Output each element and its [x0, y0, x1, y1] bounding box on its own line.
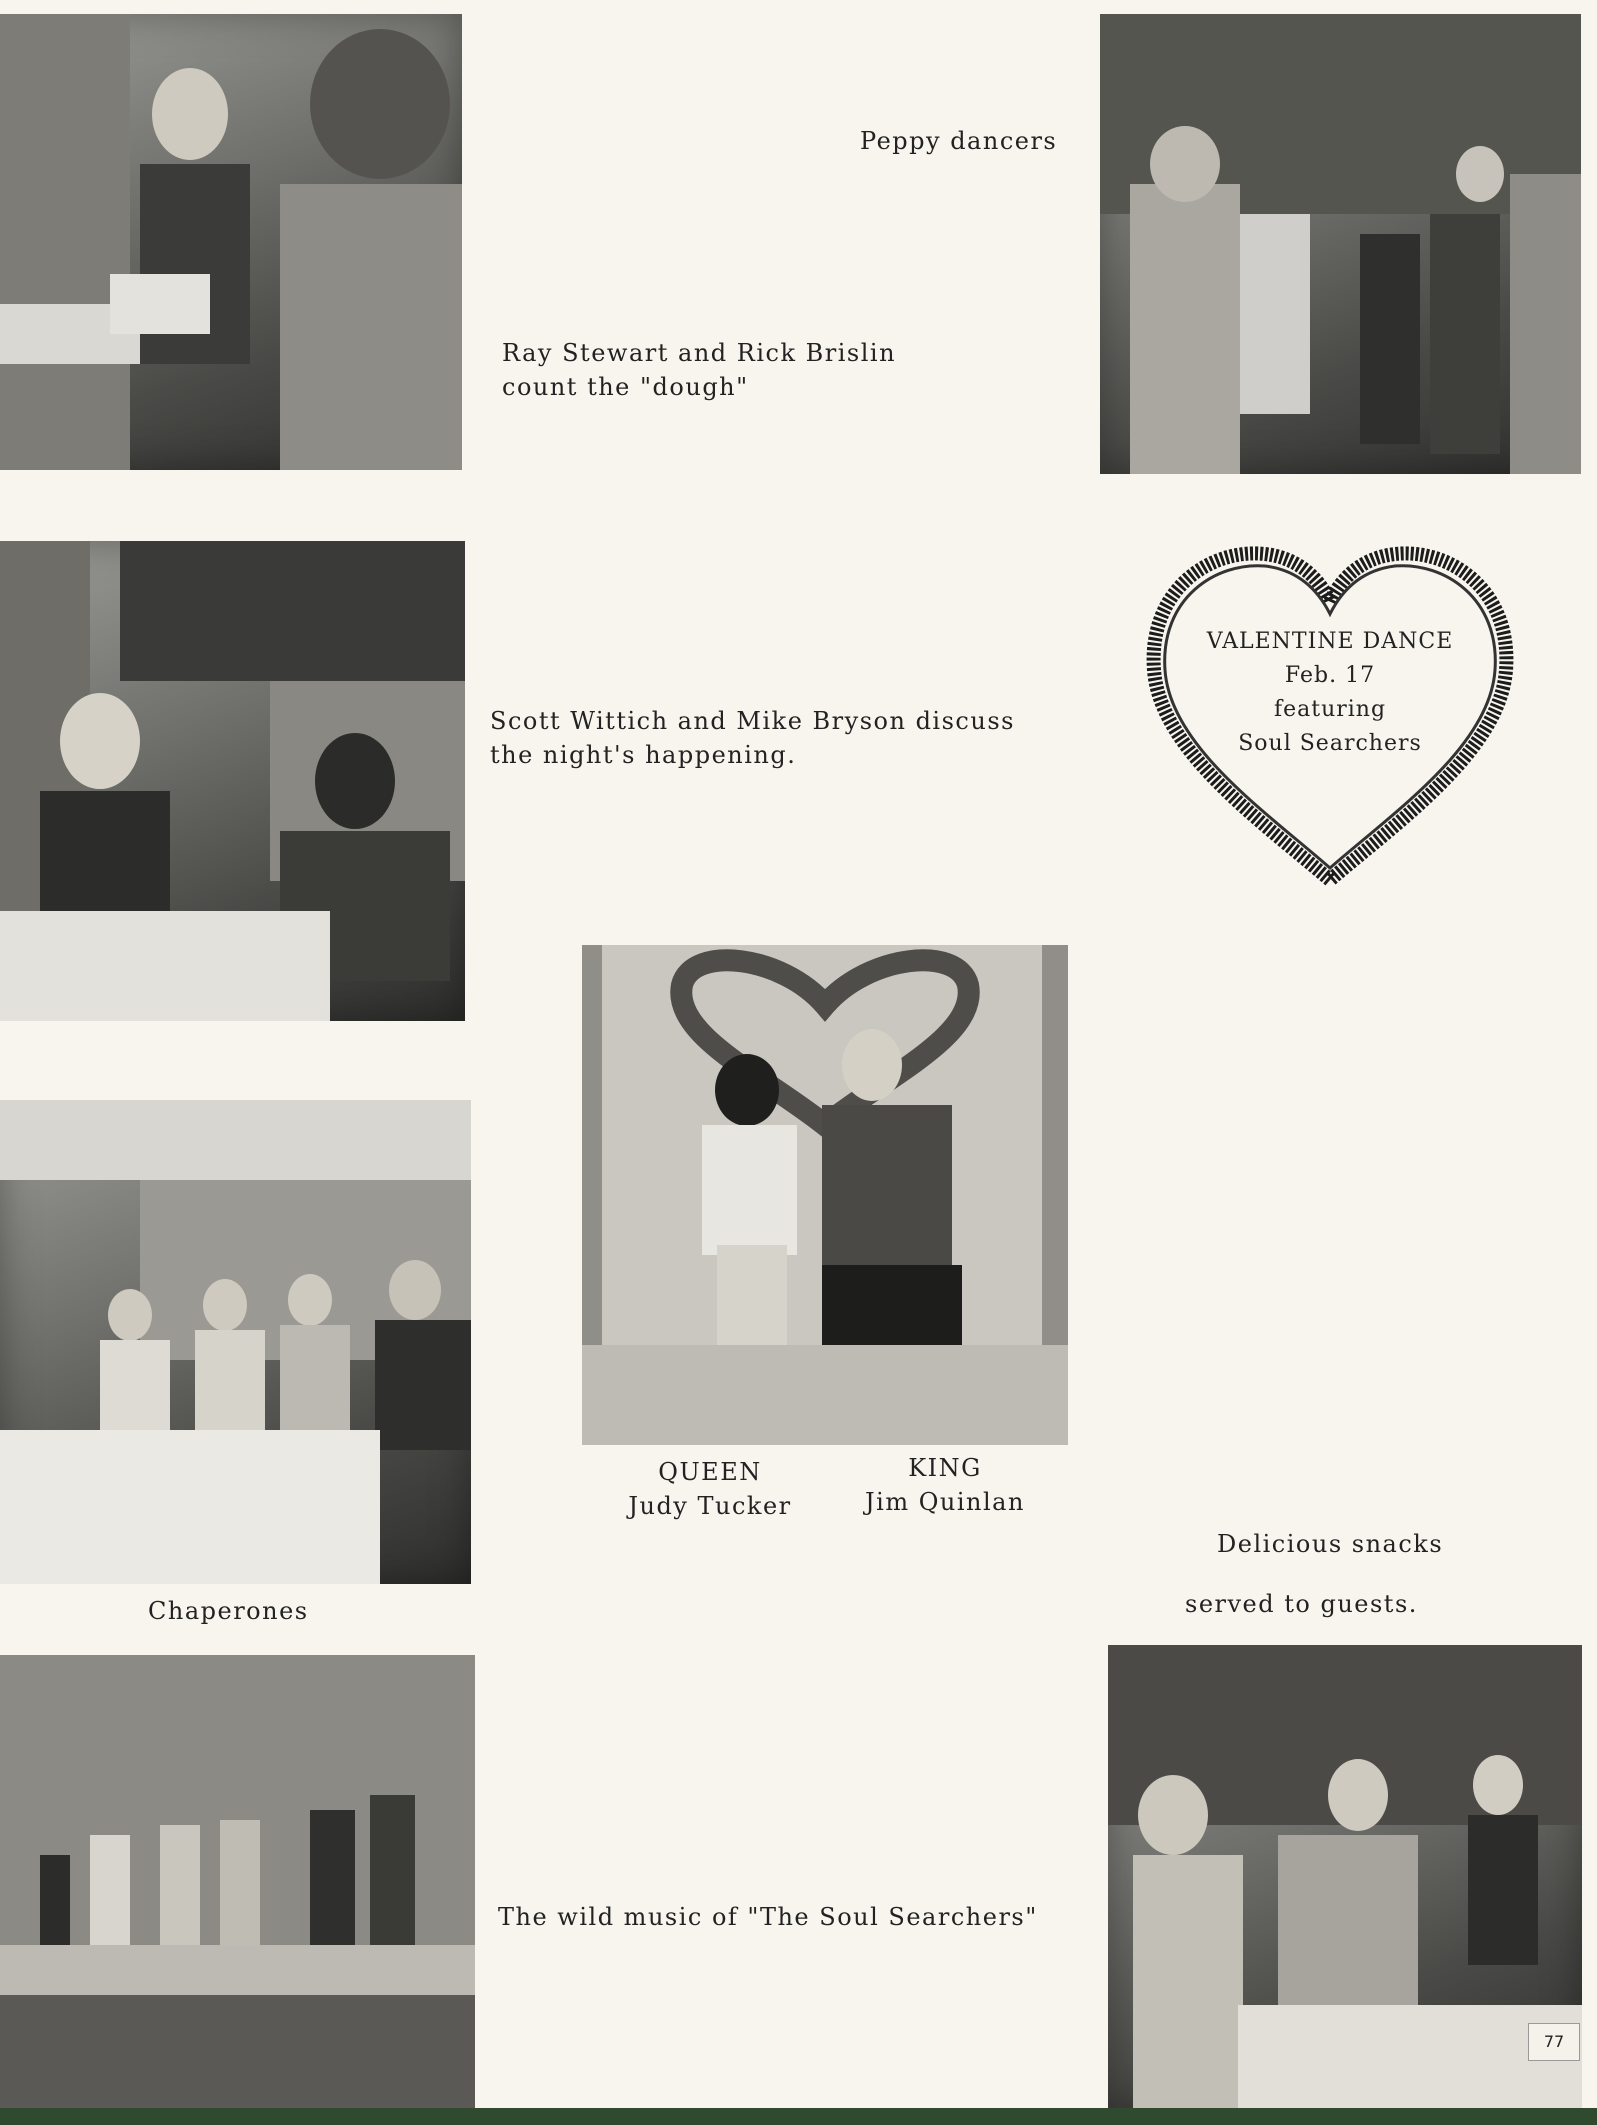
- valentine-band: Soul Searchers: [1238, 731, 1422, 756]
- caption-discuss-line2: the night's happening.: [490, 741, 797, 769]
- page-number: 77: [1528, 2023, 1580, 2061]
- valentine-dance-heart: [1140, 530, 1520, 895]
- caption-chaperones: Chaperones: [148, 1597, 309, 1625]
- caption-queen: [620, 1455, 800, 1523]
- photo-chaperones: [0, 1100, 471, 1584]
- caption-discuss-line1: Scott Wittich and Mike Bryson discuss: [490, 707, 1015, 735]
- caption-king: [850, 1451, 1040, 1519]
- caption-snacks: [1185, 1527, 1443, 1621]
- photo-soul-searchers: [0, 1655, 475, 2108]
- photo-counting-dough: [0, 14, 462, 470]
- caption-peppy-dancers: Peppy dancers: [860, 127, 1058, 155]
- photo-discuss: [0, 541, 465, 1021]
- photo-peppy-dancers: [1100, 14, 1581, 474]
- caption-discuss: [490, 704, 1015, 772]
- valentine-featuring: featuring: [1273, 697, 1387, 722]
- caption-counting-dough-line1: Ray Stewart and Rick Brislin: [502, 339, 897, 367]
- photo-queen-king: [582, 945, 1068, 1445]
- caption-snacks-line2: served to guests.: [1185, 1590, 1418, 1618]
- king-name: Jim Quinlan: [865, 1488, 1025, 1516]
- caption-counting-dough: [502, 336, 896, 404]
- caption-counting-dough-line2: count the "dough": [502, 373, 749, 401]
- king-title: KING: [908, 1454, 982, 1482]
- valentine-title: VALENTINE DANCE: [1206, 629, 1454, 654]
- caption-music: The wild music of "The Soul Searchers": [498, 1903, 1038, 1931]
- bottom-edge: [0, 2108, 1597, 2125]
- queen-name: Judy Tucker: [628, 1492, 792, 1520]
- caption-snacks-line1: Delicious snacks: [1217, 1530, 1444, 1558]
- queen-title: QUEEN: [658, 1458, 762, 1486]
- valentine-date: Feb. 17: [1284, 663, 1376, 688]
- photo-snacks: [1108, 1645, 1582, 2108]
